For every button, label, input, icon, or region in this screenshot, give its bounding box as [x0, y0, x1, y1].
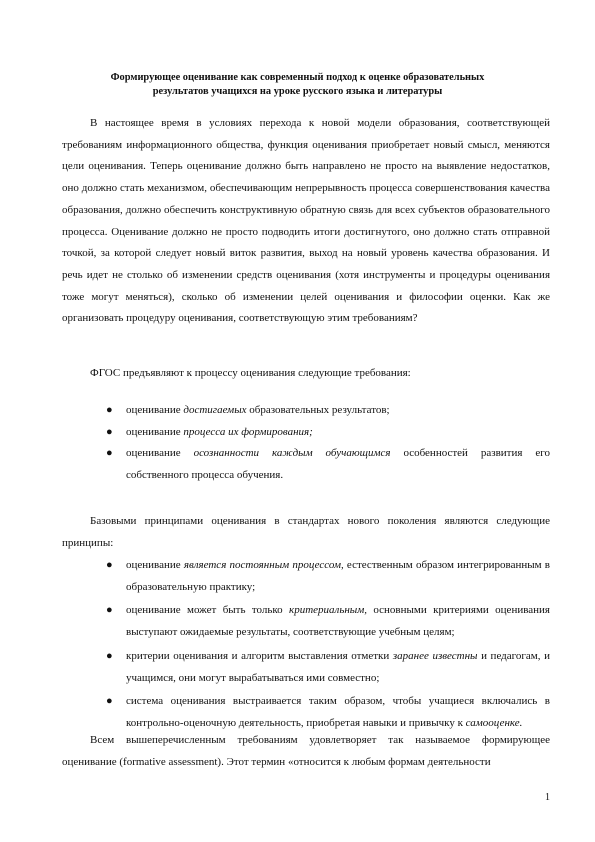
principles-list — [106, 555, 550, 735]
bullet-icon: ● — [106, 604, 113, 617]
list-item: ● оценивание достигаемых образовательных результатов; — [106, 400, 550, 422]
bullet-icon: ● — [106, 447, 113, 460]
bullet-icon: ● — [106, 425, 113, 438]
title-line-1: Формирующее оценивание как современный подход к оценке образовательных — [110, 72, 485, 83]
bullet-icon: ● — [106, 559, 113, 571]
page-number: 1 — [545, 792, 550, 803]
list-item: ● оценивание является постоянным процессом, естественным образом интегрированным в образовательную практику; — [106, 555, 550, 598]
list-item: ● система оценивания выстраивается таким образом, чтобы учащиеся включались в контрольно-оценочную деятельность, приобретая навыки и привычку к самооценке. — [106, 691, 550, 734]
bullet-icon: ● — [106, 404, 113, 416]
intro-paragraph: В настоящее время в условиях перехода к новой модели образования, соответствующей требованиям информационного общества, функция оценивания приобретает новый смысл, меняются цели оценивания. Теперь оценивание должно быть направлено не просто на выявление недостатков, оно должно стать механизмом, обеспечивающим непрерывность процесса совершенствования качества образования, должно обеспечить конструктивную обратную связь для всех субъектов образовательного процесса. Оценивание должно не просто подводить итоги достигнутого, оно должно стать отправной точкой, за которой следует новый виток развития, выход на новый уровень качества образования. И речь идет не столько об изменении средств оценивания (хотя инструменты и процедуры оценивания тоже могут меняться), сколько об изменении целей оценивания и философии оценки. Как же организовать процедуру оценивания, соответствующую этим требованиям? — [62, 117, 550, 325]
list-item: ● оценивание осознанности каждым обучающимся особенностей развития его собственного процесса обучения. — [106, 443, 550, 486]
title-line-2: результатов учащихся на уроке русского языка и литературы — [152, 86, 443, 97]
fgos-intro: ФГОС предъявляют к процессу оценивания следующие требования: — [90, 367, 411, 379]
principles-intro: Базовыми принципами оценивания в стандартах нового поколения являются следующие принципы: — [62, 515, 550, 549]
bullet-icon: ● — [106, 649, 113, 662]
document-title — [60, 71, 535, 99]
list-item: ● критерии оценивания и алгоритм выставления отметки заранее известны и педагогам, и учащимся, они могут вырабатываться ими совместно; — [106, 646, 550, 689]
closing-paragraph: Всем вышеперечисленным требованиям удовлетворяет так называемое формирующее оценивание (formative assessment). Этот термин «относится к любым формам деятельности — [62, 734, 550, 768]
fgos-requirements-list — [106, 400, 550, 487]
bullet-icon: ● — [106, 695, 113, 708]
list-item: ● оценивание процесса их формирования; — [106, 422, 550, 444]
list-item: ● оценивание может быть только критериальным, основными критериями оценивания выступают ожидаемые результаты, соответствующие учебным целям; — [106, 600, 550, 643]
